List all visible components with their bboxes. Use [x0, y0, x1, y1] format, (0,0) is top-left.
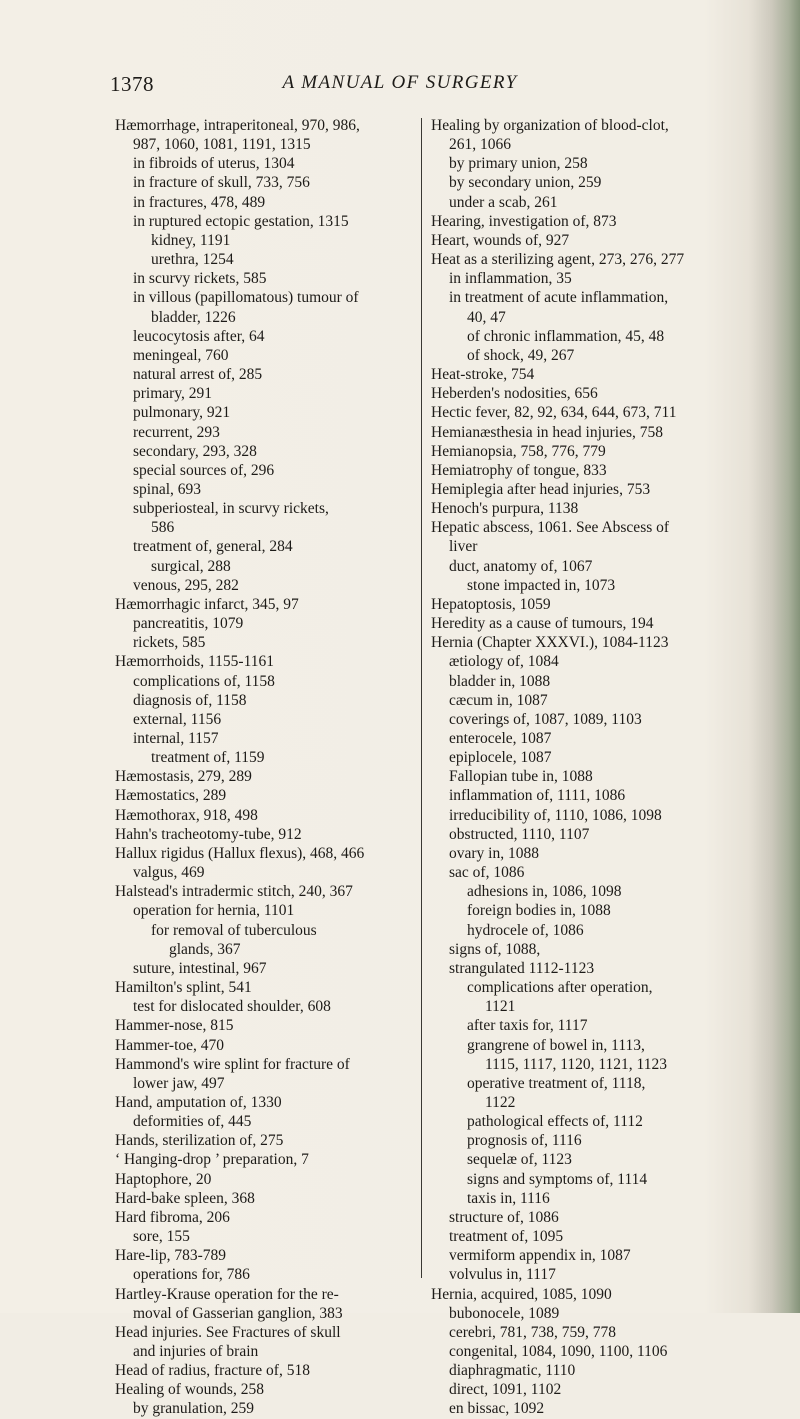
index-entry: Hepatic abscess, 1061. See Abscess of	[431, 519, 670, 537]
index-subentry: in fractures, 478, 489	[133, 193, 266, 211]
index-subentry: venous, 295, 282	[133, 576, 239, 594]
index-subentry: moval of Gasserian ganglion, 383	[133, 1304, 343, 1322]
index-subentry: in ruptured ectopic gestation, 1315	[133, 212, 349, 230]
index-subentry: in villous (papillomatous) tumour of	[133, 289, 359, 307]
index-subentry: by granulation, 259	[133, 1400, 254, 1418]
index-subentry: enterocele, 1087	[449, 730, 552, 747]
index-subentry: structure of, 1086	[449, 1208, 559, 1226]
index-subentry: primary, 291	[133, 385, 213, 403]
index-entry: Hamilton's splint, 541	[115, 979, 252, 997]
index-subentry: hydrocele of, 1086	[467, 921, 584, 939]
index-subentry: 1122	[485, 1093, 516, 1111]
index-subentry: direct, 1091, 1102	[449, 1381, 562, 1399]
index-entry: Healing of wounds, 258	[115, 1381, 264, 1399]
index-subentry: 40, 47	[467, 308, 506, 326]
page-number: 1378	[110, 72, 154, 96]
index-subentry: by secondary union, 259	[449, 174, 602, 192]
index-subentry: by primary union, 258	[449, 155, 588, 173]
index-entry: Heat-stroke, 754	[431, 366, 535, 384]
index-subentry: subperiosteal, in scurvy rickets,	[133, 500, 329, 518]
index-entry: Hernia (Chapter XXXVI.), 1084-1123	[431, 634, 669, 652]
index-subentry: ætiology of, 1084	[449, 653, 559, 671]
index-entry: Hallux rigidus (Hallux flexus), 468, 466	[115, 844, 365, 862]
index-subentry: ovary in, 1088	[449, 844, 539, 862]
index-columns	[115, 116, 715, 1418]
index-subentry: volvulus in, 1117	[449, 1266, 556, 1284]
index-subentry: for removal of tuberculous	[151, 921, 317, 939]
index-subentry: deformities of, 445	[133, 1113, 252, 1131]
index-subentry: bubonocele, 1089	[449, 1304, 560, 1322]
index-subentry: test for dislocated shoulder, 608	[133, 998, 331, 1016]
index-subentry: sequelæ of, 1123	[467, 1151, 572, 1169]
index-subentry: bladder in, 1088	[449, 672, 551, 690]
index-subentry: lower jaw, 497	[133, 1074, 225, 1092]
index-entry: Hammer-toe, 470	[115, 1036, 225, 1054]
index-subentry: in treatment of acute inflammation,	[449, 289, 669, 307]
index-entry: Hahn's tracheotomy-tube, 912	[115, 825, 302, 843]
index-subentry: pancreatitis, 1079	[133, 615, 244, 633]
index-subentry: pulmonary, 921	[133, 404, 231, 422]
index-column-left	[115, 116, 405, 1419]
index-subentry: operative treatment of, 1118,	[467, 1074, 646, 1092]
index-subentry: natural arrest of, 285	[133, 366, 263, 384]
index-subentry: urethra, 1254	[151, 251, 234, 269]
index-entry: Hemianæsthesia in head injuries, 758	[431, 423, 664, 441]
index-subentry: 1121	[485, 998, 516, 1016]
index-entry: Hernia, acquired, 1085, 1090	[431, 1285, 612, 1303]
index-entry: Heberden's nodosities, 656	[431, 385, 598, 403]
index-entry: Henoch's purpura, 1138	[431, 500, 579, 518]
index-entry: Halstead's intradermic stitch, 240, 367	[115, 883, 353, 901]
index-subentry: 586	[151, 519, 175, 537]
index-entry: Hepatoptosis, 1059	[431, 595, 551, 613]
index-entry: Hands, sterilization of, 275	[115, 1132, 284, 1150]
index-entry: Healing by organization of blood-clot,	[431, 117, 669, 134]
index-subentry: congenital, 1084, 1090, 1100, 1106	[449, 1343, 668, 1360]
index-subentry: en bissac, 1092	[449, 1400, 545, 1418]
index-subentry: strangulated 1112-1123	[449, 959, 595, 977]
index-subentry: rickets, 585	[133, 634, 206, 652]
index-subentry: cerebri, 781, 738, 759, 778	[449, 1323, 617, 1341]
index-entry: Hæmostasis, 279, 289	[115, 768, 252, 786]
index-subentry: in fibroids of uterus, 1304	[133, 155, 295, 173]
index-subentry: meningeal, 760	[133, 346, 229, 364]
index-subentry: 261, 1066	[449, 136, 511, 154]
index-subentry: surgical, 288	[151, 557, 231, 575]
index-subentry: operations for, 786	[133, 1266, 250, 1284]
index-subentry: internal, 1157	[133, 730, 219, 747]
index-subentry: of shock, 49, 267	[467, 346, 575, 364]
index-entry: Hemianopsia, 758, 776, 779	[431, 442, 606, 460]
index-subentry: Fallopian tube in, 1088	[449, 768, 593, 786]
index-subentry: spinal, 693	[133, 480, 202, 498]
index-entry: Head injuries. See Fractures of skull	[115, 1323, 341, 1341]
index-subentry: treatment of, 1159	[151, 749, 265, 767]
index-entry: Hemiplegia after head injuries, 753	[431, 480, 651, 498]
index-subentry: sac of, 1086	[449, 864, 525, 882]
index-subentry: treatment of, general, 284	[133, 538, 293, 556]
index-subentry: 1115, 1117, 1120, 1121, 1123	[485, 1055, 667, 1073]
index-subentry: in scurvy rickets, 585	[133, 270, 267, 288]
index-entry: Hæmorrhage, intraperitoneal, 970, 986,	[115, 117, 360, 134]
index-subentry: obstructed, 1110, 1107	[449, 825, 590, 843]
index-subentry: valgus, 469	[133, 864, 205, 882]
index-subentry: vermiform appendix in, 1087	[449, 1247, 631, 1265]
index-subentry: inflammation of, 1111, 1086	[449, 787, 626, 805]
index-entry: Hare-lip, 783-789	[115, 1247, 227, 1265]
index-entry: Hæmothorax, 918, 498	[115, 806, 258, 824]
index-subentry: complications of, 1158	[133, 672, 275, 690]
index-subentry: kidney, 1191	[151, 231, 231, 249]
index-subentry: leucocytosis after, 64	[133, 327, 265, 345]
index-subentry: cæcum in, 1087	[449, 691, 548, 709]
index-subentry: stone impacted in, 1073	[467, 576, 616, 594]
index-entry: Heat as a sterilizing agent, 273, 276, 277	[431, 251, 685, 269]
index-subentry: sore, 155	[133, 1228, 190, 1246]
index-entry: Hammer-nose, 815	[115, 1017, 234, 1035]
index-subentry: duct, anatomy of, 1067	[449, 557, 593, 575]
index-entry: Hand, amputation of, 1330	[115, 1093, 282, 1111]
index-subentry: irreducibility of, 1110, 1086, 1098	[449, 806, 662, 824]
index-subentry: external, 1156	[133, 710, 222, 728]
index-entry: Haptophore, 20	[115, 1170, 212, 1188]
index-subentry: secondary, 293, 328	[133, 442, 257, 460]
index-subentry: signs and symptoms of, 1114	[467, 1170, 648, 1188]
index-subentry: diaphragmatic, 1110	[449, 1362, 576, 1380]
index-entry: Head of radius, fracture of, 518	[115, 1362, 310, 1380]
index-subentry: operation for hernia, 1101	[133, 902, 295, 920]
index-subentry: coverings of, 1087, 1089, 1103	[449, 710, 642, 728]
index-entry: Hemiatrophy of tongue, 833	[431, 461, 607, 479]
index-subentry: in inflammation, 35	[449, 270, 572, 288]
index-entry: Hæmostatics, 289	[115, 787, 227, 805]
index-entry: ‘ Hanging-drop ’ preparation, 7	[115, 1151, 309, 1169]
page-header	[110, 72, 690, 102]
index-subentry: taxis in, 1116	[467, 1189, 550, 1207]
index-entry: Hearing, investigation of, 873	[431, 212, 617, 230]
index-subentry: complications after operation,	[467, 979, 653, 997]
index-subentry: pathological effects of, 1112	[467, 1113, 643, 1131]
index-subentry: glands, 367	[169, 940, 241, 958]
index-subentry: and injuries of brain	[133, 1343, 259, 1360]
index-subentry: grangrene of bowel in, 1113,	[467, 1036, 645, 1054]
page-edge-shadow	[748, 0, 800, 1313]
index-subentry: recurrent, 293	[133, 423, 220, 441]
index-subentry: under a scab, 261	[449, 193, 558, 211]
index-subentry: bladder, 1226	[151, 308, 236, 326]
index-subentry: liver	[449, 538, 478, 556]
index-entry: Hard-bake spleen, 368	[115, 1189, 255, 1207]
index-entry: Heart, wounds of, 927	[431, 231, 570, 249]
running-title: A MANUAL OF SURGERY	[282, 72, 518, 93]
index-column-right	[431, 116, 707, 1419]
index-subentry: adhesions in, 1086, 1098	[467, 883, 622, 901]
index-subentry: prognosis of, 1116	[467, 1132, 582, 1150]
index-subentry: in fracture of skull, 733, 756	[133, 174, 310, 192]
index-entry: Hectic fever, 82, 92, 634, 644, 673, 711	[431, 404, 677, 422]
index-subentry: diagnosis of, 1158	[133, 691, 247, 709]
index-entry: Hard fibroma, 206	[115, 1208, 230, 1226]
column-divider	[421, 118, 422, 1278]
index-subentry: epiplocele, 1087	[449, 749, 552, 767]
index-subentry: suture, intestinal, 967	[133, 959, 267, 977]
index-entry: Hammond's wire splint for fracture of	[115, 1055, 350, 1073]
index-entry: Hartley-Krause operation for the re-	[115, 1285, 339, 1303]
index-subentry: after taxis for, 1117	[467, 1017, 588, 1035]
index-subentry: treatment of, 1095	[449, 1228, 564, 1246]
index-entry: Hæmorrhagic infarct, 345, 97	[115, 595, 299, 613]
index-entry: Heredity as a cause of tumours, 194	[431, 615, 654, 633]
index-subentry: signs of, 1088,	[449, 940, 541, 958]
index-subentry: of chronic inflammation, 45, 48	[467, 327, 665, 345]
index-entry: Hæmorrhoids, 1155-1161	[115, 653, 275, 671]
index-subentry: foreign bodies in, 1088	[467, 902, 611, 920]
index-subentry: special sources of, 296	[133, 461, 275, 479]
index-subentry: 987, 1060, 1081, 1191, 1315	[133, 136, 311, 154]
